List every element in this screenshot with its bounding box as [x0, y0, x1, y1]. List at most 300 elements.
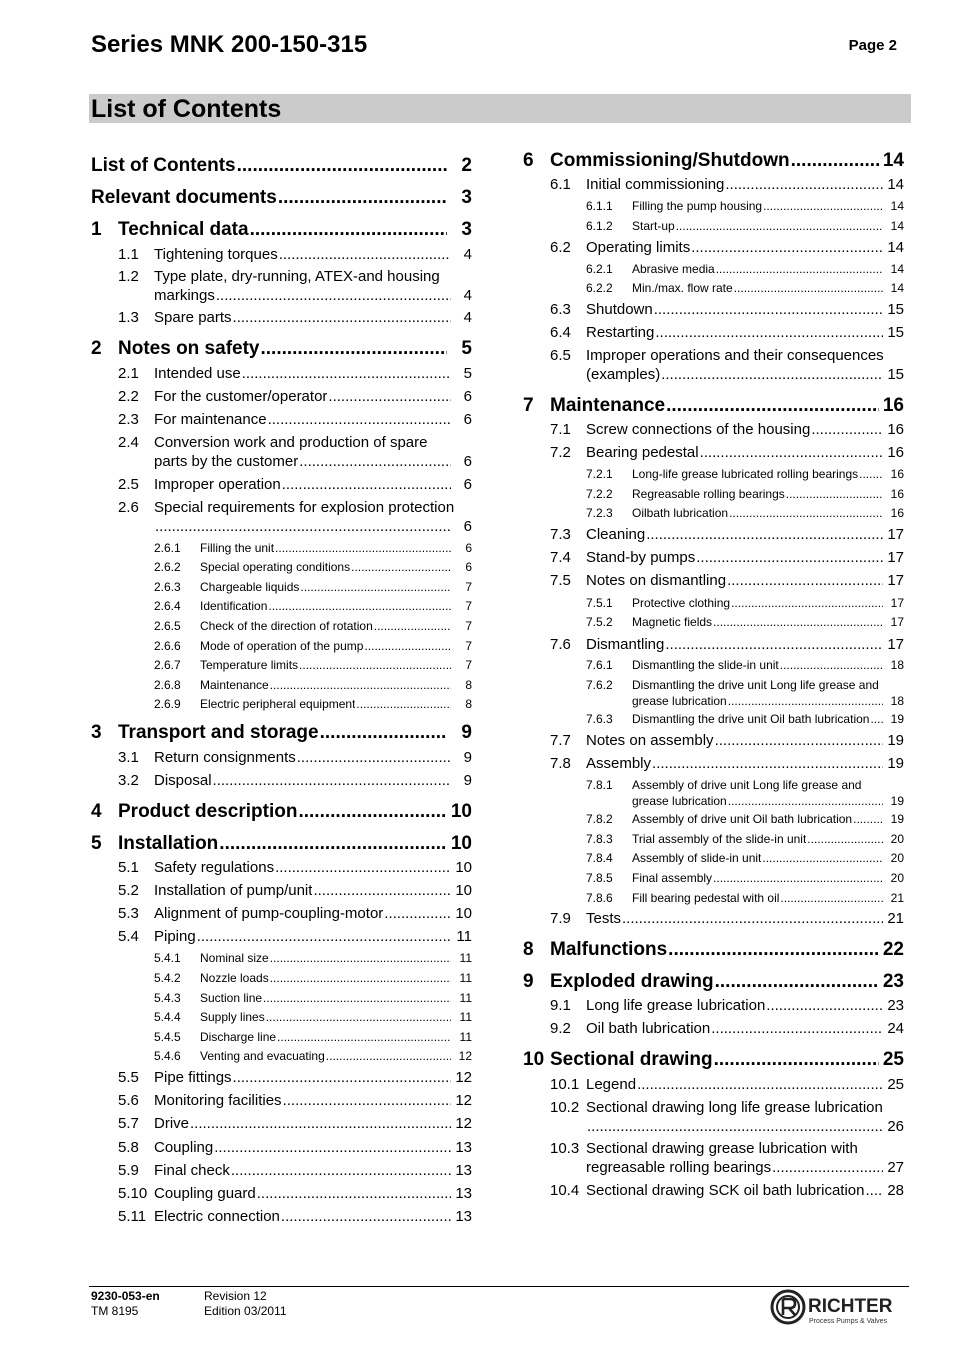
- toc-number: 7.4: [550, 549, 571, 566]
- toc-number: 5.4.5: [154, 1030, 181, 1044]
- toc-number: 7.9: [550, 910, 571, 927]
- toc-page: 20: [890, 871, 904, 885]
- toc-page: 4: [463, 287, 472, 304]
- toc-number: 5: [91, 833, 102, 854]
- toc-number: 6.1.1: [586, 199, 613, 213]
- toc-page: 26: [887, 1118, 904, 1135]
- dot-leader: [859, 467, 883, 481]
- toc-number: 2.1: [118, 365, 139, 382]
- dot-leader: [374, 619, 451, 633]
- toc-title: Dismantling the slide-in unit: [632, 658, 779, 672]
- dot-leader: [791, 150, 879, 172]
- toc-title: Discharge line: [200, 1030, 277, 1044]
- toc-page: 19: [887, 755, 904, 772]
- toc-number: 5.4: [118, 928, 139, 945]
- toc-number: 7.8.1: [586, 778, 613, 792]
- toc-number: 2: [91, 338, 102, 359]
- toc-number: 5.4.4: [154, 1010, 181, 1024]
- logo-text: RICHTER: [808, 1296, 893, 1317]
- dot-leader: [299, 453, 451, 470]
- dot-leader: [266, 1010, 451, 1024]
- toc-page: 11: [459, 991, 472, 1005]
- toc-title: Assembly: [586, 755, 652, 772]
- toc-page: 13: [455, 1139, 472, 1156]
- tm-number: TM 8195: [91, 1304, 139, 1318]
- dot-leader: [731, 596, 883, 610]
- toc-title: Improper operations and their consequences: [586, 347, 884, 364]
- toc-title: Supply lines: [200, 1010, 265, 1024]
- toc-title: Pipe fittings: [154, 1069, 232, 1086]
- dot-leader: [364, 639, 451, 653]
- toc-number: 6.1.2: [586, 219, 613, 233]
- toc-number: 5.4.3: [154, 991, 181, 1005]
- dot-leader: [250, 219, 447, 241]
- toc-number: 7.2.3: [586, 506, 613, 520]
- toc-page: 19: [887, 732, 904, 749]
- dot-leader: [155, 518, 451, 535]
- toc-number: 3.2: [118, 772, 139, 789]
- toc-page: 10: [455, 859, 472, 876]
- toc-title: Regreasable rolling bearings: [632, 487, 785, 501]
- toc-title: Protective clothing: [632, 596, 731, 610]
- dot-leader: [197, 928, 451, 945]
- toc-title: Sectional drawing long life grease lubrication: [586, 1099, 883, 1116]
- toc-title: Dismantling the drive unit Oil bath lubrication: [632, 712, 870, 726]
- toc-number: 5.2: [118, 882, 139, 899]
- toc-title: Nominal size: [200, 951, 269, 965]
- toc-page: 7: [465, 580, 472, 594]
- dot-leader: [780, 891, 883, 905]
- toc-page: 9: [461, 722, 472, 743]
- toc-page: 7: [465, 658, 472, 672]
- toc-number: 7.2.2: [586, 487, 613, 501]
- dot-leader: [786, 487, 883, 501]
- toc-number: 5.11: [118, 1208, 147, 1225]
- toc-page: 19: [890, 712, 904, 726]
- toc-title: Dismantling the drive unit Long life grease and: [632, 678, 879, 692]
- dot-leader: [270, 951, 451, 965]
- dot-leader: [298, 801, 447, 823]
- toc-page: 6: [465, 541, 472, 555]
- toc-title: Piping: [154, 928, 196, 945]
- toc-page: 15: [887, 301, 904, 318]
- dot-leader: [713, 871, 883, 885]
- dot-leader: [277, 1030, 451, 1044]
- toc-number: 7.6.3: [586, 712, 613, 726]
- dot-leader: [780, 658, 883, 672]
- toc-number: 3.1: [118, 749, 139, 766]
- dot-leader: [866, 1182, 884, 1199]
- dot-leader: [716, 262, 883, 276]
- toc-title: Malfunctions: [550, 939, 668, 960]
- toc-title: List of Contents: [91, 155, 236, 176]
- toc-number: 5.9: [118, 1162, 139, 1179]
- dot-leader: [297, 749, 451, 766]
- toc-page: 17: [890, 615, 904, 629]
- toc-number: 6.4: [550, 324, 571, 341]
- toc-page: 10: [450, 801, 472, 822]
- toc-number: 5.4.1: [154, 951, 181, 965]
- dot-leader: [351, 560, 451, 574]
- toc-page: 11: [456, 928, 472, 945]
- toc-number: 1.3: [118, 309, 139, 326]
- toc-title: Assembly of drive unit Oil bath lubrication: [632, 812, 853, 826]
- toc-title: Transport and storage: [118, 722, 319, 743]
- toc-page: 5: [463, 365, 472, 382]
- toc-page: 23: [887, 997, 904, 1014]
- toc-number: 2.6: [118, 499, 139, 516]
- toc-title: Operating limits: [586, 239, 691, 256]
- toc-page: 21: [887, 910, 904, 927]
- toc-page: 12: [455, 1115, 472, 1132]
- dot-leader: [763, 199, 883, 213]
- dot-leader: [300, 580, 451, 594]
- dot-leader: [257, 1185, 451, 1202]
- toc-number: 7: [523, 395, 534, 416]
- dot-leader: [715, 732, 883, 749]
- toc-title: Final assembly: [632, 871, 713, 885]
- toc-number: 7.5.1: [586, 596, 613, 610]
- toc-title-cont: grease lubrication: [632, 694, 727, 708]
- dot-leader: [652, 755, 883, 772]
- richter-logo: [770, 1288, 910, 1328]
- toc-title: Restarting: [586, 324, 655, 341]
- toc-page: 24: [887, 1020, 904, 1037]
- dot-leader: [713, 615, 883, 629]
- toc-page: 13: [455, 1208, 472, 1225]
- toc-page: 15: [887, 366, 904, 383]
- dot-leader: [700, 444, 883, 461]
- section-banner: [89, 94, 911, 123]
- toc-number: 2.4: [118, 434, 139, 451]
- toc-number: 10.3: [550, 1140, 580, 1157]
- toc-title-cont: grease lubrication: [632, 794, 727, 808]
- toc-page: 20: [890, 832, 904, 846]
- toc-title: Electric peripheral equipment: [200, 697, 356, 711]
- toc-number: 5.4.6: [154, 1049, 181, 1063]
- toc-page: 7: [465, 619, 472, 633]
- toc-page: 16: [882, 395, 904, 416]
- dot-leader: [691, 239, 883, 256]
- dot-leader: [190, 1115, 451, 1132]
- toc-number: 7.6.2: [586, 678, 613, 692]
- toc-number: 7.3: [550, 526, 571, 543]
- toc-title: Commissioning/Shutdown: [550, 150, 790, 171]
- toc-title: Start-up: [632, 219, 675, 233]
- toc-page: 17: [887, 526, 904, 543]
- toc-page: 6: [463, 388, 472, 405]
- toc-page: 11: [459, 971, 472, 985]
- toc-title: Filling the unit: [200, 541, 275, 555]
- toc-title: Technical data: [118, 219, 249, 240]
- toc-title: Dismantling: [586, 636, 665, 653]
- toc-title: Intended use: [154, 365, 241, 382]
- toc-number: 5.4.2: [154, 971, 181, 985]
- toc-title: Notes on safety: [118, 338, 260, 359]
- toc-number: 8: [523, 939, 534, 960]
- dot-leader: [282, 476, 451, 493]
- toc-title: Shutdown: [586, 301, 653, 318]
- toc-number: 2.2: [118, 388, 139, 405]
- toc-page: 21: [890, 891, 904, 905]
- toc-title: Sectional drawing grease lubrication with: [586, 1140, 858, 1157]
- toc-page: 3: [461, 187, 472, 208]
- toc-number: 5.5: [118, 1069, 139, 1086]
- document-title: Series MNK 200-150-315: [91, 31, 368, 58]
- dot-leader: [281, 1208, 451, 1225]
- toc-number: 5.10: [118, 1185, 148, 1202]
- toc-title: Exploded drawing: [550, 971, 714, 992]
- toc-page: 15: [887, 324, 904, 341]
- toc-number: 7.6.1: [586, 658, 613, 672]
- toc-title: Check of the direction of rotation: [200, 619, 373, 633]
- toc-page: 19: [890, 812, 904, 826]
- toc-page: 28: [887, 1182, 904, 1199]
- toc-title: Stand-by pumps: [586, 549, 696, 566]
- dot-leader: [807, 832, 883, 846]
- toc-page: 11: [459, 951, 472, 965]
- toc-title: Notes on dismantling: [586, 572, 727, 589]
- toc-number: 7.8.5: [586, 871, 613, 885]
- toc-title: For maintenance: [154, 411, 267, 428]
- toc-title: Final check: [154, 1162, 230, 1179]
- toc-title: Sectional drawing SCK oil bath lubrication: [586, 1182, 865, 1199]
- toc-title: Nozzle loads: [200, 971, 269, 985]
- toc-title: Screw connections of the housing: [586, 421, 811, 438]
- toc-title: Assembly of drive unit Long life grease and: [632, 778, 862, 792]
- toc-page: 17: [887, 636, 904, 653]
- toc-page: 18: [890, 694, 904, 708]
- toc-number: 2.6.5: [154, 619, 181, 633]
- toc-number: 1: [91, 219, 102, 240]
- toc-page: 17: [887, 549, 904, 566]
- toc-page: 14: [890, 262, 904, 276]
- toc-number: 10.1: [550, 1076, 580, 1093]
- dot-leader: [270, 678, 451, 692]
- dot-leader: [216, 287, 451, 304]
- dot-leader: [665, 636, 883, 653]
- toc-number: 6.2.2: [586, 281, 613, 295]
- toc-title: Mode of operation of the pump: [200, 639, 364, 653]
- toc-number: 7.5.2: [586, 615, 613, 629]
- toc-title: Special operating conditions: [200, 560, 351, 574]
- toc-number: 10.2: [550, 1099, 580, 1116]
- dot-leader: [219, 833, 447, 855]
- toc-title: Coupling guard: [154, 1185, 256, 1202]
- toc-title: Installation of pump/unit: [154, 882, 313, 899]
- toc-page: 14: [890, 281, 904, 295]
- toc-title: Alignment of pump-coupling-motor: [154, 905, 384, 922]
- dot-leader: [587, 1118, 883, 1135]
- toc-title-cont: markings: [154, 287, 215, 304]
- dot-leader: [275, 859, 451, 876]
- toc-number: 2.6.9: [154, 697, 181, 711]
- toc-number: 2.6.3: [154, 580, 181, 594]
- toc-page: 6: [463, 518, 472, 535]
- toc-page: 6: [465, 560, 472, 574]
- toc-page: 14: [890, 219, 904, 233]
- toc-title: Sectional drawing: [550, 1049, 713, 1070]
- toc-title: Initial commissioning: [586, 176, 725, 193]
- dot-leader: [279, 246, 451, 263]
- toc-number: 9.1: [550, 997, 571, 1014]
- edition: Edition 03/2011: [204, 1304, 287, 1318]
- toc-number: 6: [523, 150, 534, 171]
- toc-title: For the customer/operator: [154, 388, 328, 405]
- dot-leader: [637, 1076, 883, 1093]
- toc-title: Abrasive media: [632, 262, 715, 276]
- dot-leader: [263, 991, 451, 1005]
- toc-page: 9: [463, 749, 472, 766]
- toc-title: Return consignments: [154, 749, 296, 766]
- toc-title: Improper operation: [154, 476, 281, 493]
- toc-title: Long-life grease lubricated rolling bearings: [632, 467, 859, 481]
- toc-page: 16: [890, 487, 904, 501]
- toc-title: Legend: [586, 1076, 637, 1093]
- toc-page: 16: [890, 506, 904, 520]
- toc-number: 7.8.3: [586, 832, 613, 846]
- toc-title: Bearing pedestal: [586, 444, 699, 461]
- toc-title: Trial assembly of the slide-in unit: [632, 832, 807, 846]
- toc-number: 6.3: [550, 301, 571, 318]
- dot-leader: [622, 910, 883, 927]
- toc-page: 16: [887, 421, 904, 438]
- toc-page: 20: [890, 851, 904, 865]
- toc-page: 16: [887, 444, 904, 461]
- toc-title: Suction line: [200, 991, 263, 1005]
- dot-leader: [268, 411, 451, 428]
- toc-title: Tests: [586, 910, 622, 927]
- toc-page: 17: [887, 572, 904, 589]
- toc-page: 7: [465, 599, 472, 613]
- dot-leader: [270, 971, 451, 985]
- toc-number: 7.8: [550, 755, 571, 772]
- toc-page: 27: [887, 1159, 904, 1176]
- toc-number: 7.8.4: [586, 851, 613, 865]
- toc-number: 9.2: [550, 1020, 571, 1037]
- dot-leader: [714, 1049, 879, 1071]
- toc-title: Type plate, dry-running, ATEX-and housing: [154, 268, 440, 285]
- toc-page: 18: [890, 658, 904, 672]
- toc-number: 10: [523, 1049, 545, 1070]
- toc-title: Magnetic fields: [632, 615, 713, 629]
- dot-leader: [870, 712, 883, 726]
- toc-title: Tightening torques: [154, 246, 278, 263]
- dot-leader: [762, 851, 883, 865]
- toc-page: 16: [890, 467, 904, 481]
- dot-leader: [729, 506, 883, 520]
- dot-leader: [696, 549, 883, 566]
- dot-leader: [313, 882, 451, 899]
- dot-leader: [772, 1159, 883, 1176]
- toc-title: Drive: [154, 1115, 190, 1132]
- toc-number: 2.5: [118, 476, 139, 493]
- toc-number: 5.6: [118, 1092, 139, 1109]
- toc-number: 7.2: [550, 444, 571, 461]
- toc-title: Electric connection: [154, 1208, 280, 1225]
- toc-page: 2: [461, 155, 472, 176]
- dot-leader: [268, 599, 451, 613]
- toc-page: 17: [890, 596, 904, 610]
- dot-leader: [646, 526, 883, 543]
- toc-title: Spare parts: [154, 309, 232, 326]
- doc-id: 9230-053-en: [91, 1289, 160, 1303]
- toc-page: 19: [890, 794, 904, 808]
- toc-page: 14: [887, 239, 904, 256]
- toc-title: Fill bearing pedestal with oil: [632, 891, 780, 905]
- dot-leader: [734, 281, 883, 295]
- toc-number: 5.3: [118, 905, 139, 922]
- toc-page: 8: [465, 697, 472, 711]
- toc-title: Monitoring facilities: [154, 1092, 282, 1109]
- toc-title: Filling the pump housing: [632, 199, 763, 213]
- toc-number: 7.2.1: [586, 467, 613, 481]
- toc-number: 2.6.8: [154, 678, 181, 692]
- dot-leader: [766, 997, 883, 1014]
- dot-leader: [242, 365, 451, 382]
- toc-page: 9: [463, 772, 472, 789]
- toc-page: 11: [459, 1010, 472, 1024]
- dot-leader: [231, 1162, 451, 1179]
- toc-number: 10.4: [550, 1182, 580, 1199]
- toc-number: 5.8: [118, 1139, 139, 1156]
- toc-title: Cleaning: [586, 526, 646, 543]
- dot-leader: [853, 812, 883, 826]
- toc-page: 12: [455, 1069, 472, 1086]
- dot-leader: [275, 541, 451, 555]
- toc-title: Safety regulations: [154, 859, 275, 876]
- dot-leader: [233, 1069, 451, 1086]
- toc-title: Disposal: [154, 772, 212, 789]
- dot-leader: [233, 309, 451, 326]
- dot-leader: [356, 697, 451, 711]
- toc-title: Assembly of slide-in unit: [632, 851, 762, 865]
- toc-title: Coupling: [154, 1139, 214, 1156]
- section-heading: List of Contents: [91, 95, 282, 123]
- dot-leader: [278, 187, 447, 209]
- toc-page: 5: [461, 338, 472, 359]
- dot-leader: [320, 722, 447, 744]
- toc-number: 2.6.1: [154, 541, 181, 555]
- toc-title: Special requirements for explosion protection: [154, 499, 455, 516]
- toc-number: 2.6.4: [154, 599, 181, 613]
- toc-number: 7.8.6: [586, 891, 613, 905]
- toc-page: 14: [882, 150, 904, 171]
- dot-leader: [711, 1020, 883, 1037]
- dot-leader: [666, 395, 879, 417]
- toc-title: Venting and evacuating: [200, 1049, 325, 1063]
- toc-number: 3: [91, 722, 102, 743]
- dot-leader: [213, 772, 451, 789]
- dot-leader: [661, 366, 883, 383]
- toc-number: 6.5: [550, 347, 571, 364]
- toc-title: Maintenance: [550, 395, 666, 416]
- toc-page: 13: [455, 1162, 472, 1179]
- toc-title: Temperature limits: [200, 658, 299, 672]
- toc-title: Chargeable liquids: [200, 580, 300, 594]
- dot-leader: [676, 219, 883, 233]
- toc-number: 2.6.7: [154, 658, 181, 672]
- toc-page: 10: [450, 833, 472, 854]
- toc-number: 5.7: [118, 1115, 139, 1132]
- toc-page: 7: [465, 639, 472, 653]
- toc-page: 14: [887, 176, 904, 193]
- dot-leader: [214, 1139, 451, 1156]
- toc-title: Maintenance: [200, 678, 269, 692]
- dot-leader: [328, 388, 451, 405]
- toc-page: 10: [455, 905, 472, 922]
- dot-leader: [260, 338, 447, 360]
